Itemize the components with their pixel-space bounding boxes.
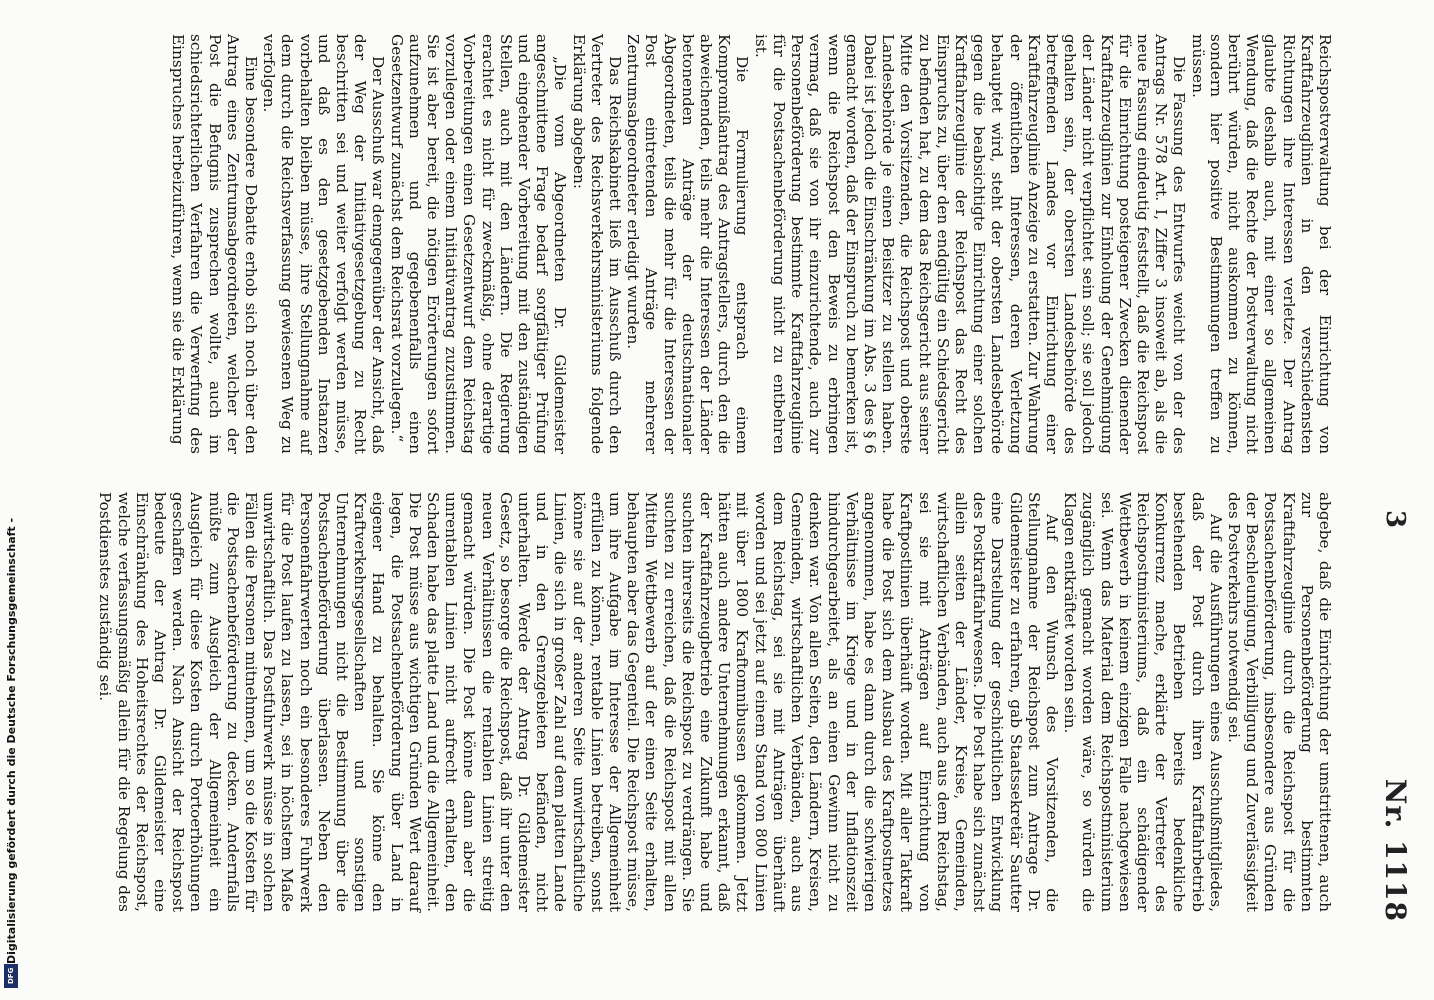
document-number: Nr. 1118	[1379, 778, 1412, 922]
digitization-credit	[2, 517, 20, 994]
quoted-statement: „Die vom Abgeordneten Dr. Gildemeister angeschnittene Frage bedarf sorgfältiger Prüfung und eingehender Vorbereitung mit den zuständigen Stellen, auch mit den Ländern. Die Regierung erachtet es nicht für zweckmäßig, ohne derartige Vorbereitungen einen Gesetzentwurf dem Reichstag vorzulegen oder einem Initiativantrag zuzustimmen. Sie ist aber bereit, die nötigen Erörterungen sofort aufzunehmen und gegebenenfalls einen Gesetzentwurf zunächst dem Reichsrat vorzulegen.“	[387, 34, 570, 454]
paragraph: Auf die Ausführungen eines Ausschußmitgliedes, daß der Post durch ihren Kraftfahrbetrieb bestehenden Betrieben bereits bedenkliche Konkurrenz mache, erklärte der Vertreter des Reichspostministeriums, daß ein schädigender Wettbewerb in keinem einzigen Falle nachgewiesen sei. Wenn das Material dem Reichspostministerium zugänglich gemacht worden wäre, so würden die Klagen entkräftet worden sein.	[1061, 492, 1225, 912]
paragraph: Die Formulierung entsprach einem Kompromißantrag des Antragstellers, durch den die abweichenden, teils mehr die Interessen der Länder betonenden Anträge der deutschnationaler Abgeordneten, teils die mehr für die Interessen der Post eintretenden Anträge mehrerer Zentrumsabgeordneter erledigt wurden.	[624, 34, 752, 454]
text-column-left	[169, 34, 1334, 454]
credit-text: Digitalisierung gefördert durch die Deutsche Forschungsgemeinschaft -	[5, 517, 18, 964]
paragraph: Der Ausschuß war demgegenüber der Ansicht, daß der Weg der Initiativgesetzgebung zu Recht beschritten sei und weiter verfolgt werden müsse, und daß es den gesetzgebenden Instanzen vorbehalten bleiben müsse, ihre Stellungnahme auf dem durch die Reichsverfassung gewiesenen Weg zu verfolgen.	[260, 34, 388, 454]
paragraph: abgebe, daß die Einrichtung der umstrittenen, auch zur Personenbeförderung bestimmten Kraftfahrzeuglinie durch die Reichspost für die Postsachenbeförderung, insbesondere aus Gründen der Beschleunigung, Verbilligung und Zuverlässigkeit des Postverkehrs notwendig sei.	[1224, 492, 1334, 912]
paragraph: Auf den Wunsch des Vorsitzenden, die Stellungnahme der Reichspost zum Antrage Dr. Gildemeister zu erfahren, gab Staatssekretär Sautter eine Darstellung der geschichtlichen Entwicklung des Postkraftfahrwesens. Die Post habe sich zunächst allein seiten der Länder, Kreise, Gemeinden, wirtschaftlichen Verbänden, auch aus dem Reichstag, sei sie mit Anträgen auf Einrichtung von Kraftpostlinien überhäuft worden. Mit aller Tatkraft habe die Post sich dem Ausbau des Kraftpostnetzes angenommen, habe es dann durch die schwierigen Verhältnisse im Kriege und in der Inflationszeit hindurchgearbeitet, als an einen Gewinn nicht zu denken war. Von allen Seiten, den Ländern, Kreisen, Gemeinden, wirtschaftlichen Verbänden, auch aus dem Reichstag, sei sie mit Anträgen überhäuft worden und sei jetzt auf einem Stand von 800 Linien mit über 1800 Kraftomnibussen gekommen. Jetzt hätten auch andere Unternehmungen erkannt, daß der Kraftfahrzeugbetrieb eine Zukunft habe und suchten ihrerseits die Reichspost zu verdrängen. Sie suchten zu erreichen, daß die Reichspost mit allen Mitteln Wettbewerb auf der einen Seite erhalten, behaupten aber das Gegenteil. Die Reichspost müsse, um ihre Aufgabe im Interesse der Allgemeinheit erfüllen zu können, rentable Linien betreiben, sonst könne sie auf der anderen Seite unwirtschaftliche Linien, die sich in großer Zahl auf dem platten Lande und in den Grenzgebieten befänden, nicht unterhalten. Werde der Antrag Dr. Gildemeister Gesetz, so besorge die Reichspost, daß ihr unter den neuen Verhältnissen die rentablen Linien streitig gemacht würden. Die Post könne dann aber die unrentablen Linien nicht aufrecht erhalten, den Schaden habe das platte Land und die Allgemeinheit. Die Post müsse aus wichtigen Gründen Wert darauf legen, die Postsachenbeförderung über Land in eigener Hand zu behalten. Sie könne den Kraftverkehrsgesellschaften und sonstigen Unternehmungen nicht die Bestimmung über die Postsachenbeförderung überlassen. Neben den Personenfahrwerten noch ein besonderes Fuhrwerk für die Post laufen zu lassen, sei in höchstem Maße unwirtschaftlich. Das Postfuhrwerk müsse in solchen Fällen die Personen mitnehmen, um so die Kosten für die Postsachenbeförderung zu decken. Andernfalls müßte zum Ausgleich der Allgemeinheit ein Ausgleich für diese Kosten durch Portoerhöhungen geschaffen werden. Nach Ansicht der Reichspost bedeute der Antrag Dr. Gildemeister eine Einschränkung des Hoheitsrechtes der Reichspost, welche verfassungsmäßig allein für die Regelung des Postdienstes zuständig sei.	[96, 492, 1061, 912]
text-column-right	[96, 492, 1334, 912]
dfg-logo: DFG	[4, 964, 18, 988]
page-header	[1366, 40, 1416, 960]
paragraph: Eine besondere Debatte erhob sich noch über den Antrag eines Zentrumsabgeordneten, welcher der Post die Befugnis zusprechen wollte, auch im schiedsrichterlichen Verfahren die Verwerfung des Einspruches herbeizuführen, wenn sie die Erklärung	[169, 34, 261, 454]
paragraph: Reichspostverwaltung bei der Einrichtung von Kraftfahrzeuglinien in den verschiedensten Richtungen ihre Interessen verletze. Der Antrag glaubte deshalb auch, mit einer so allgemeinen Wendung, daß die Rechte der Postverwaltung nicht berührt würden, nicht auskommen zu können, sondern hier positive Bestimmungen treffen zu müssen.	[1188, 34, 1334, 454]
paragraph: Das Reichskabinett ließ im Ausschuß durch den Vertreter des Reichsverkehrsministeriums folgende Erklärung abgeben:	[569, 34, 625, 454]
page-number: 3	[1380, 510, 1410, 529]
paragraph: Die Fassung des Entwurfes weicht von der des Antrags Nr. 578 Art. I, Ziffer 3 insoweit ab, als die neue Fassung eindeutig feststellt, daß die Reichspost für die Einrichtung posteigener Zwecken dienender Kraftfahrzeuglinien zur Einholung der Genehmigung der Länder nicht verpflichtet sein soll; sie soll jedoch gehalten sein, der obersten Landesbehörde des betreffenden Landes vor Einrichtung einer Kraftfahrzeuglinie Anzeige zu erstatten. Zur Wahrung der öffentlichen Interessen, deren Verletzung behauptet wird, steht der obersten Landesbehörde gegen die beabsichtigte Einrichtung einer solchen Kraftfahrzeuglinie der Reichspost das Recht des Einspruchs zu, über den endgültig ein Schiedsgericht zu befinden hat, zu dem das Reichsgericht aus seiner Mitte den Vorsitzenden, die Reichspost und oberste Landesbehörde je einen Beisitzer zu stellen haben. Dabei ist jedoch die Einschränkung im Abs. 3 des § 6 gemacht worden, daß der Einspruch zu bemerken ist, wenn die Reichspost den Beweis zu erbringen vermag, daß sie von ihr einzurichtende, auch zur Personenbeförderung bestimmte Kraftfahrzeuglinie für die Postsachenbeförderung nicht zu entbehren ist.	[751, 34, 1189, 454]
